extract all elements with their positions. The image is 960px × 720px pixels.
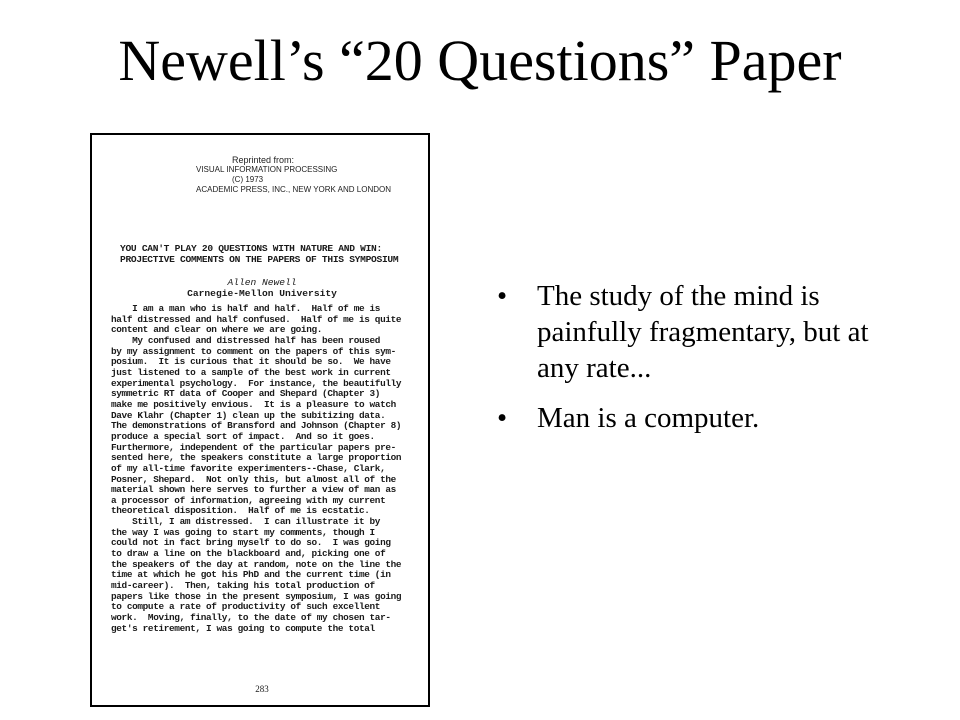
paper-body-line: the way I was going to start my comments, though I [111, 526, 375, 538]
bullet-dot: • [497, 280, 508, 312]
bullet-item [497, 278, 877, 386]
paper-body-line: sented here, the speakers constitute a large proportion [111, 452, 402, 464]
paper-body-line: mid-career). Then, taking his total production of [111, 580, 375, 592]
paper-body-line: make me positively envious. It is a pleasure to watch [111, 398, 396, 410]
paper-body-line: symmetric RT data of Cooper and Shepard (Chapter 3) [111, 388, 381, 400]
paper-body-line: time at which he got his PhD and the current time (in [111, 569, 391, 581]
paper-title [120, 243, 420, 265]
paper-body-line: of my all-time favorite experimenters--Chase, Clark, [111, 462, 386, 474]
paper-body-line: material shown here serves to further a view of man as [111, 484, 396, 496]
paper-body-line: get's retirement, I was going to compute the total [111, 622, 375, 634]
slide-title: Newell’s “20 Questions” Paper [118, 28, 842, 93]
reprint-line: ACADEMIC PRESS, INC., NEW YORK AND LONDON [196, 185, 391, 194]
paper-body-line: a processor of information, agreeing with my current [111, 494, 386, 506]
paper-body-line: I am a man who is half and half. Half of me is [111, 303, 381, 314]
paper-body-line: just listened to a sample of the best work in current [111, 366, 391, 378]
paper-body-line: content and clear on where we are going. [111, 324, 323, 336]
bullet-text: The study of the mind is painfully fragmentary, but at any rate... [537, 280, 869, 384]
reprint-line: (C) 1973 [232, 175, 264, 184]
reprint-line: VISUAL INFORMATION PROCESSING [196, 165, 338, 174]
bullet-item [497, 400, 877, 436]
paper-body-line: by my assignment to comment on the papers of this sym- [111, 345, 396, 357]
paper-body-line: My confused and distressed half has been roused [111, 334, 381, 346]
paper-title-line: PROJECTIVE COMMENTS ON THE PAPERS OF THIS SYMPOSIUM [120, 254, 399, 265]
paper-body-line: Dave Klahr (Chapter 1) clean up the subitizing data. [111, 409, 386, 421]
paper-body-line: work. Moving, finally, to the date of my chosen tar- [111, 612, 391, 624]
paper-body-line: Furthermore, independent of the particular papers pre- [111, 441, 396, 453]
bullet-text: Man is a computer. [537, 402, 760, 434]
bullet-list [497, 278, 877, 450]
paper-affiliation: Carnegie-Mellon University [187, 288, 337, 299]
paper-body-line: theoretical disposition. Half of me is ecstatic. [111, 505, 370, 517]
paper-body-line: the speakers of the day at random, note on the line the [111, 558, 402, 570]
paper-body-line: could not in fact bring myself to do so. I was going [111, 537, 391, 549]
paper-body-line: Still, I am distressed. I can illustrate it by [111, 516, 381, 528]
paper-body-line: produce a special sort of impact. And so it goes. [111, 430, 375, 442]
paper-author: Allen Newell [227, 277, 297, 288]
paper-scan [90, 133, 430, 707]
paper-body-line: experimental psychology. For instance, the beautifully [111, 377, 402, 389]
paper-body-line: The demonstrations of Bransford and Johnson (Chapter 8) [111, 420, 402, 432]
paper-title-line: YOU CAN'T PLAY 20 QUESTIONS WITH NATURE AND WIN: [120, 243, 382, 254]
reprint-notice [192, 155, 392, 195]
paper-body-line: papers like those in the present symposium, I was going [111, 590, 402, 602]
paper-body-line: half distressed and half confused. Half of me is quite [111, 313, 402, 325]
paper-body-line: to draw a line on the blackboard and, picking one of [111, 548, 386, 560]
paper-body [111, 304, 429, 634]
page-number: 283 [255, 684, 269, 694]
paper-body-line: posium. It is curious that it should be so. We have [111, 356, 391, 368]
paper-body-line: to compute a rate of productivity of such excellent [111, 601, 381, 613]
paper-body-line: Posner, Shepard. Not only this, but almost all of the [111, 473, 396, 485]
bullet-dot: • [497, 402, 508, 434]
reprint-header: Reprinted from: [232, 155, 295, 165]
